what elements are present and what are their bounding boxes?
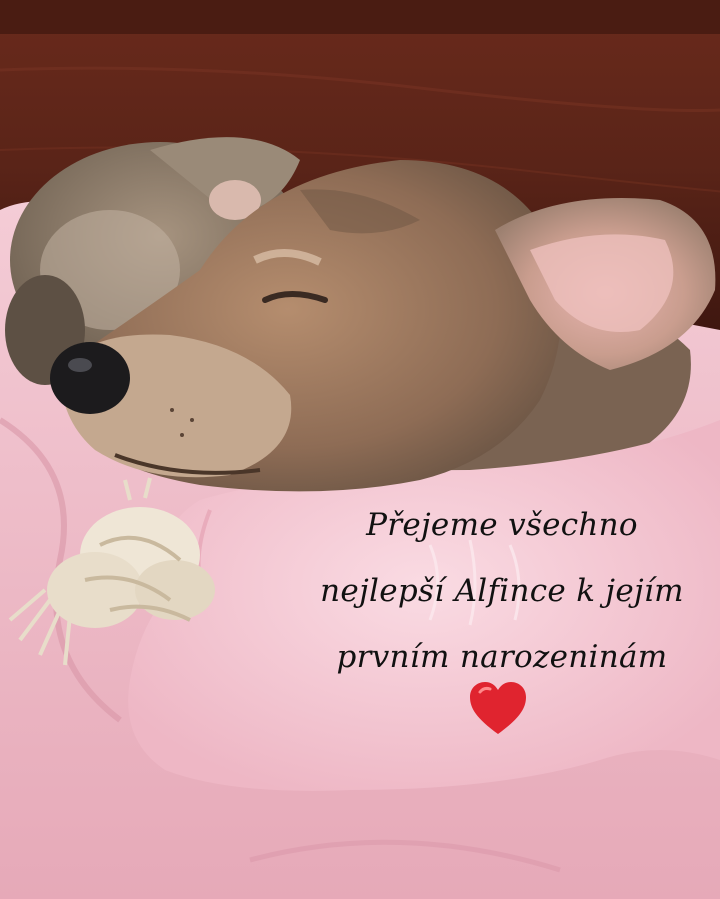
greeting-caption bbox=[296, 492, 708, 690]
wood-top-rail bbox=[0, 0, 720, 34]
caption-line: nejlepší Alfince k jejím bbox=[320, 573, 684, 609]
heart-icon bbox=[468, 680, 528, 738]
caption-line: prvním narozeninám bbox=[336, 639, 668, 675]
puppy-nose bbox=[50, 342, 130, 414]
nose-highlight bbox=[68, 358, 92, 372]
caption-line: Přejeme všechno bbox=[366, 507, 638, 543]
